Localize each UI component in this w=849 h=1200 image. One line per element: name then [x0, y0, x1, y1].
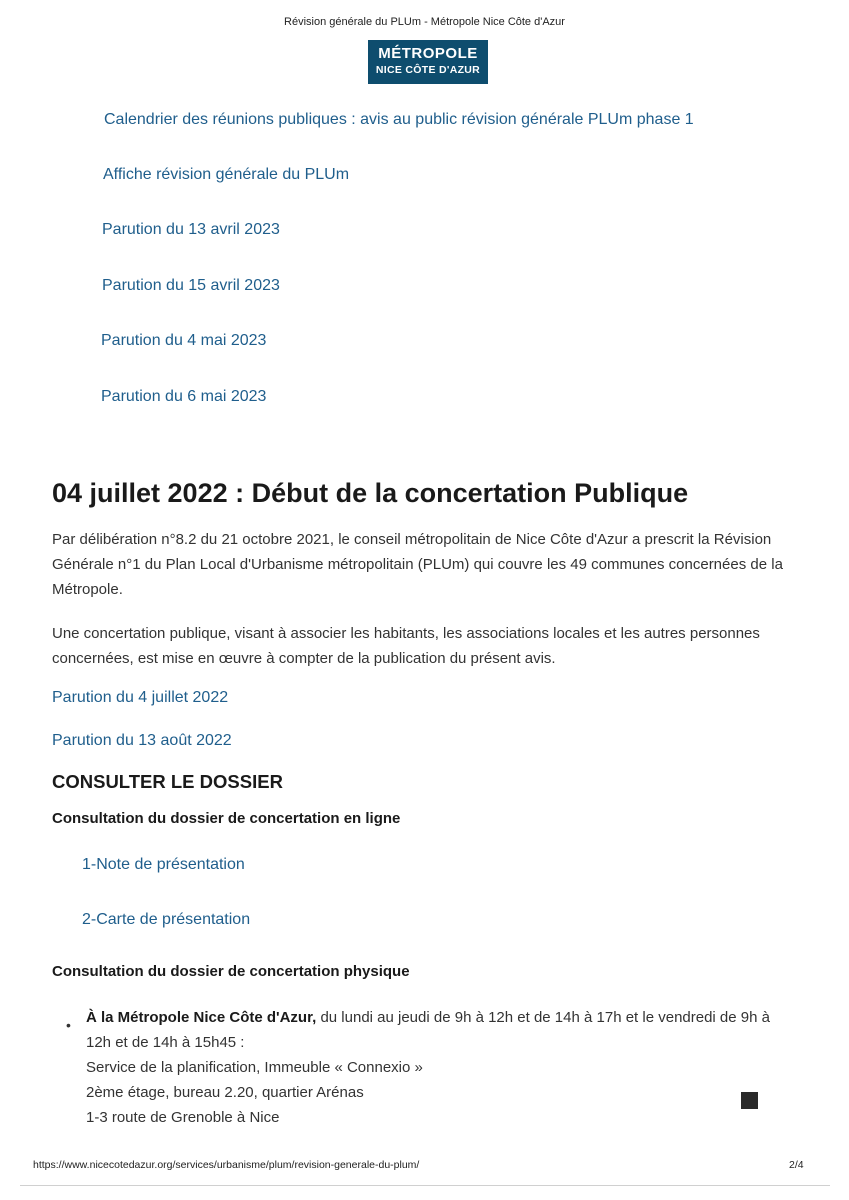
bullet-text — [86, 1005, 786, 1130]
link-parution-15-avril-2023[interactable]: Parution du 15 avril 2023 — [102, 277, 280, 294]
link-note-presentation[interactable]: 1-Note de présentation — [82, 856, 245, 873]
section-title: 04 juillet 2022 : Début de la concertation Publique — [52, 478, 689, 508]
dossier-heading: CONSULTER LE DOSSIER — [52, 771, 283, 792]
footer-url: https://www.nicecotedazur.org/services/urbanisme/plum/revision-generale-du-plum/ — [33, 1159, 420, 1171]
bullet-address-line1: Service de la planification, Immeuble « Connexio » — [86, 1059, 423, 1076]
logo-line1: MÉTROPOLE — [378, 45, 478, 62]
link-carte-presentation[interactable]: 2-Carte de présentation — [82, 911, 251, 928]
dark-square-mark — [741, 1092, 758, 1109]
link-parution-13-aout-2022[interactable]: Parution du 13 août 2022 — [52, 732, 232, 749]
bullet-point: • — [66, 1017, 71, 1033]
online-consultation-heading: Consultation du dossier de concertation en ligne — [52, 810, 401, 827]
bullet-address-line2: 2ème étage, bureau 2.20, quartier Arénas — [86, 1084, 364, 1101]
link-parution-4-juillet-2022[interactable]: Parution du 4 juillet 2022 — [52, 689, 229, 706]
link-calendrier-reunions[interactable]: Calendrier des réunions publiques : avis au public révision générale PLUm phase 1 — [104, 111, 694, 128]
footer-divider — [20, 1185, 830, 1186]
page-header-title: Révision générale du PLUm - Métropole Nice Côte d'Azur — [284, 16, 565, 28]
bullet-address-line3: 1-3 route de Grenoble à Nice — [86, 1109, 280, 1126]
physical-consultation-heading: Consultation du dossier de concertation physique — [52, 963, 410, 980]
link-parution-6-mai-2023[interactable]: Parution du 6 mai 2023 — [101, 388, 267, 405]
metropole-logo — [368, 40, 488, 84]
footer-page-number: 2/4 — [789, 1159, 804, 1171]
link-affiche-revision[interactable]: Affiche révision générale du PLUm — [103, 166, 350, 183]
link-parution-4-mai-2023[interactable]: Parution du 4 mai 2023 — [101, 332, 267, 349]
link-parution-13-avril-2023[interactable]: Parution du 13 avril 2023 — [102, 221, 280, 238]
logo-line2: NICE CÔTE D'AZUR — [375, 64, 481, 76]
bullet-hours: du lundi au jeudi de 9h à 12h et de 14h à 17h et le vendredi de 9h à 12h et de 14h à 15h45 : — [86, 1009, 770, 1051]
bullet-place: À la Métropole Nice Côte d'Azur, — [86, 1009, 317, 1026]
paragraph-concertation: Une concertation publique, visant à associer les habitants, les associations locales et les autres personnes concernées, est mise en œuvre à compter de la publication du présent avis. — [52, 625, 760, 667]
paragraph-deliberation: Par délibération n°8.2 du 21 octobre 2021, le conseil métropolitain de Nice Côte d'Azur a prescrit la Révision Générale n°1 du Plan Local d'Urbanisme métropolitain (PLUm) qui couvre les 49 communes concernées de la Métropole. — [52, 531, 783, 598]
